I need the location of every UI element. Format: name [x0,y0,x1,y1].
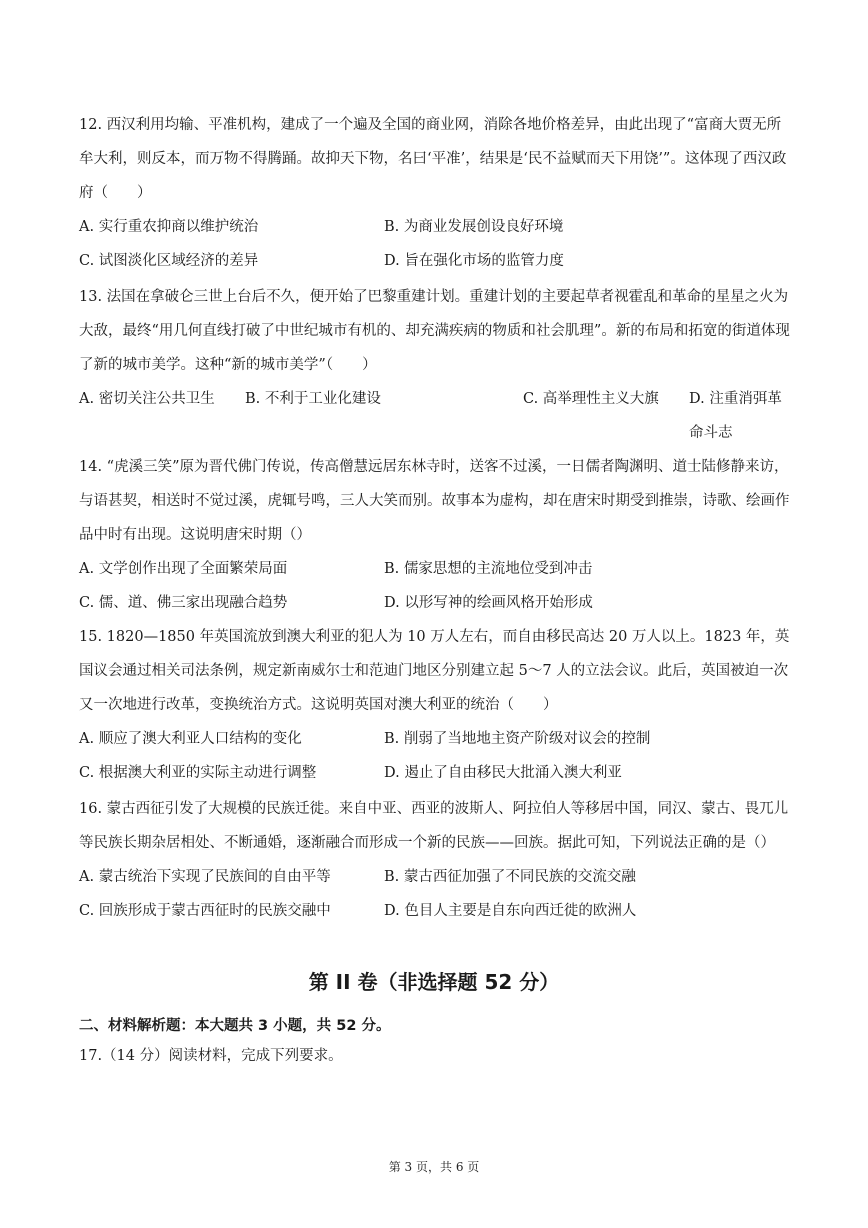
question-12 [79,108,791,278]
option-c: C. 儒、道、佛三家出现融合趋势 [79,595,288,611]
option-d: D. 色目人主要是自东向西迁徙的欧洲人 [384,903,637,919]
option-d: D. 注重消弭革命斗志 [689,391,782,441]
option-a: A. 文学创作出现了全面繁荣局面 [79,561,288,577]
option-a: A. 实行重农抑商以维护统治 [79,219,259,235]
option-b: B. 削弱了当地地主资产阶级对议会的控制 [384,731,651,747]
option-b: B. 儒家思想的主流地位受到冲击 [384,561,593,577]
option-a: A. 密切关注公共卫生 [79,391,215,407]
question-14 [79,450,791,620]
option-c: C. 高举理性主义大旗 [523,391,659,407]
question-13 [79,280,791,441]
part-title: 二、材料解析题：本大题共 3 小题，共 52 分。 [79,1018,391,1034]
options-row [79,722,791,756]
option-b: B. 为商业发展创设良好环境 [384,219,564,235]
options-row [79,860,791,894]
option-c: C. 根据澳大利亚的实际主动进行调整 [79,765,317,781]
options-row [79,244,791,278]
question-stem: 13. 法国在拿破仑三世上台后不久，便开始了巴黎重建计划。重建计划的主要起草者视霍乱和革命的星星之火为大敌，最终“用几何直线打破了中世纪城市有机的、却充满疾病的物质和社会肌理”。新的布局和拓宽的街道体现了新的城市美学。这种“新的城市美学”（ ） [79,289,790,373]
question-15 [79,620,791,790]
options-row [79,586,791,620]
question-stem: 14. “虎溪三笑”原为晋代佛门传说，传高僧慧远居东林寺时，送客不过溪，一日儒者陶渊明、道士陆修静来访，与语甚契，相送时不觉过溪，虎辄号鸣，三人大笑而别。故事本为虚构，却在唐宋时期受到推崇，诗歌、绘画作品中时有出现。这说明唐宋时期（） [79,459,790,543]
question-stem: 15. 1820—1850 年英国流放到澳大利亚的犯人为 10 万人左右，而自由移民高达 20 万人以上。1823 年，英国议会通过相关司法条例，规定新南威尔士和范迪门地区分别建立起 5～7 人的立法会议。此后，英国被迫一次又一次地进行改革，变换统治方式。这说明英国对澳大利亚的统治（ ） [79,629,790,713]
option-d: D. 旨在强化市场的监管力度 [384,253,564,269]
question-stem: 16. 蒙古西征引发了大规模的民族迁徙。来自中亚、西亚的波斯人、阿拉伯人等移居中国，同汉、蒙古、畏兀儿等民族长期杂居相处、不断通婚，逐渐融合而形成一个新的民族——回族。据此可知，下列说法正确的是（） [79,801,789,851]
question-17-prompt: 17.（14 分）阅读材料，完成下列要求。 [79,1048,343,1064]
section-title: 第 II 卷（非选择题 52 分） [308,970,560,994]
option-d: D. 遏止了自由移民大批涌入澳大利亚 [384,765,622,781]
options-row [79,756,791,790]
option-a: A. 蒙古统治下实现了民族间的自由平等 [79,869,331,885]
option-c: C. 试图淡化区域经济的差异 [79,253,259,269]
options-row [79,210,791,244]
options-row [79,552,791,586]
question-16 [79,792,791,928]
option-b: B. 不利于工业化建设 [245,391,381,407]
page-footer: 第 3 页，共 6 页 [388,1160,480,1174]
option-c: C. 回族形成于蒙古西征时的民族交融中 [79,903,331,919]
option-a: A. 顺应了澳大利亚人口结构的变化 [79,731,302,747]
options-row [79,894,791,928]
options-row [79,382,791,441]
question-stem: 12. 西汉利用均输、平准机构，建成了一个遍及全国的商业网，消除各地价格差异，由此出现了“富商大贾无所牟大利，则反本，而万物不得腾踊。故抑天下物，名曰‘平准’，结果是‘民不益赋而天下用饶’”。这体现了西汉政府（ ） [79,117,787,201]
option-d: D. 以形写神的绘画风格开始形成 [384,595,593,611]
option-b: B. 蒙古西征加强了不同民族的交流交融 [384,869,636,885]
